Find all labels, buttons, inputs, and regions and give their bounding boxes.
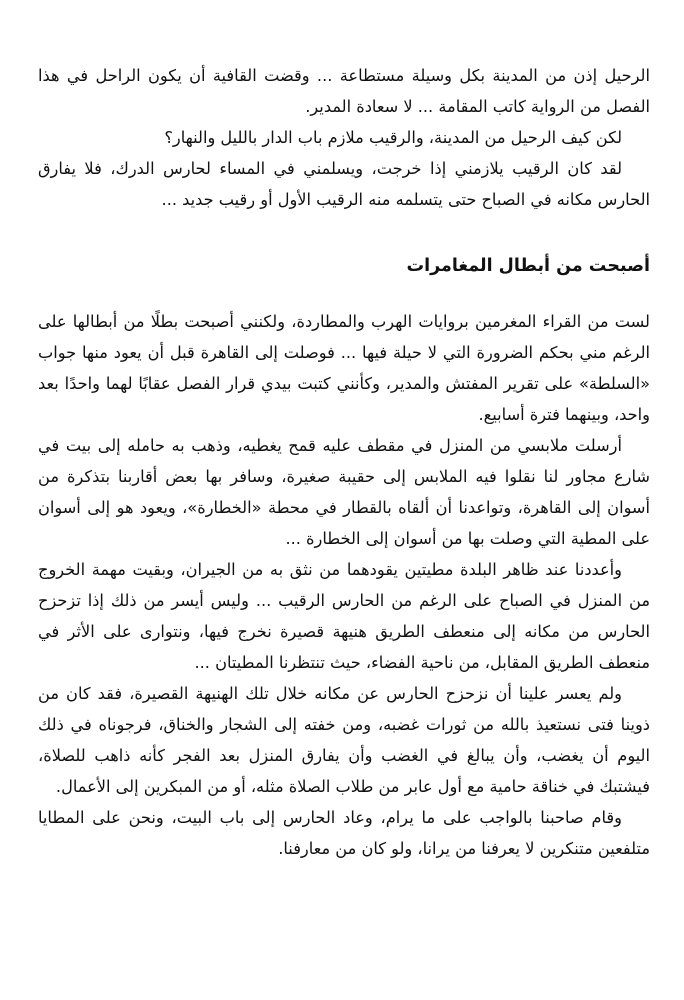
- paragraph: وقام صاحبنا بالواجب على ما يرام، وعاد الحارس إلى باب البيت، ونحن على المطايا متلفعين متنكرين لا يعرفنا من يرانا، ولو كان من معارفنا.: [38, 808, 650, 858]
- paragraph: وأعددنا عند ظاهر البلدة مطيتين يقودهما من نثق به من الجيران، وبقيت مهمة الخروج من المنزل في الصباح على الرغم من الحارس الرقيب ... وليس أيسر من ذلك إذا تزحزح الحارس من مكانه إلى منعطف الطريق هنيهة قصيرة نخرج فيها، ونتوارى على الأثر في منعطف الطريق المقابل، من ناحية الفضاء، حيث تنتظرنا المطيتان ...: [38, 560, 650, 672]
- paragraph: ولم يعسر علينا أن نزحزح الحارس عن مكانه خلال تلك الهنيهة القصيرة، فقد كان من ذوينا فتى نستعيذ بالله من ثورات غضبه، ومن خفته إلى الشجار والخناق، فرجوناه في ذلك اليوم أن يغضب، وأن يبالغ في الغضب وأن يفارق المنزل بعد الفجر كأنه ذاهب للصلاة، فيشتبك في خناقة حامية مع أول عابر من طلاب الصلاة مثله، أو من المبكرين إلى الأعمال.: [38, 684, 650, 796]
- paragraph: لقد كان الرقيب يلازمني إذا خرجت، ويسلمني في المساء لحارس الدرك، فلا يفارق الحارس مكانه في الصباح حتى يتسلمه منه الرقيب الأول أو رقيب جديد ...: [38, 159, 650, 209]
- paragraph: لست من القراء المغرمين بروايات الهرب والمطاردة، ولكنني أصبحت بطلًا من أبطالها على الرغم مني بحكم الضرورة التي لا حيلة فيها ... فوصلت إلى القاهرة قبل أن يعود منها جواب «السلطة» على تقرير المفتش والمدير، وكأنني كتبت بيدي قرار الفصل عقابًا لهما واحدًا بعد واحد، وبينهما فترة أسابيع.: [38, 312, 650, 424]
- section-heading: أصبحت من أبطال المغامرات: [406, 256, 650, 276]
- paragraph: أرسلت ملابسي من المنزل في مقطف عليه قمح يغطيه، وذهب به حامله إلى بيت في شارع مجاور لنا نقلوا فيه الملابس إلى حقيبة صغيرة، وسافر بها بعض أقاربنا بتذكرة من أسوان إلى القاهرة، وتواعدنا أن ألقاه بالقطار في محطة «الخطارة»، ويعود هو إلى أسوان على المطية التي وصلت بها من أسوان إلى الخطارة ...: [38, 436, 650, 548]
- paragraph: لكن كيف الرحيل من المدينة، والرقيب ملازم باب الدار بالليل والنهار؟: [164, 128, 622, 147]
- paragraph: الرحيل إذن من المدينة بكل وسيلة مستطاعة ... وقضت القافية أن يكون الراحل في هذا الفصل من الرواية كاتب المقامة ... لا سعادة المدير.: [38, 66, 650, 116]
